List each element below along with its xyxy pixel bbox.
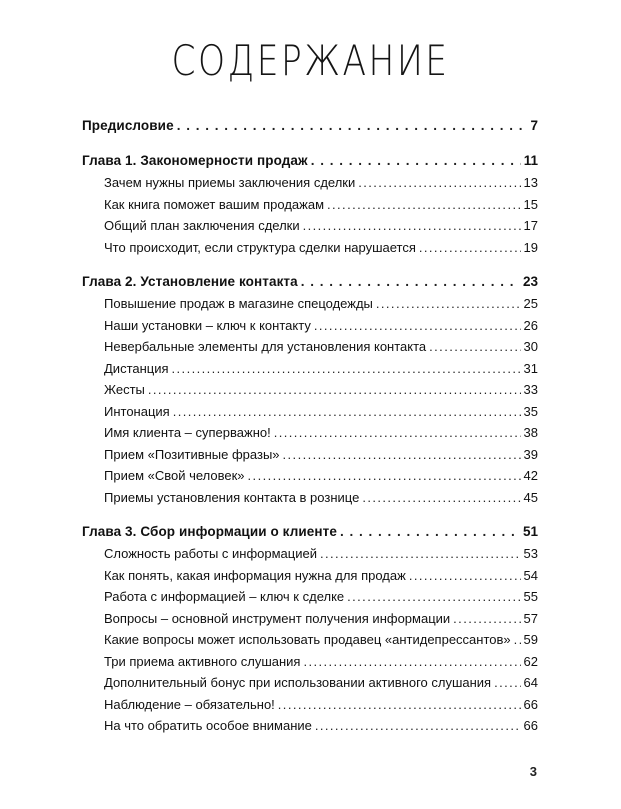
- toc-section-entry: [82, 422, 538, 444]
- toc-dot-leader: [514, 629, 521, 651]
- toc-entry-label: Глава 3. Сбор информации о клиенте: [82, 524, 337, 539]
- toc-entry-label: Глава 1. Закономерности продаж: [82, 153, 308, 168]
- toc-entry-label: Глава 2. Установление контакта: [82, 274, 298, 289]
- toc-entry-page: 64: [523, 675, 538, 690]
- toc-entry-page: 17: [523, 218, 538, 233]
- toc-entry-label: Прием «Позитивные фразы»: [104, 446, 280, 462]
- toc-entry-page: 54: [523, 567, 538, 583]
- toc-dot-leader: [340, 520, 520, 543]
- toc-entry-page: 66: [523, 696, 538, 712]
- toc-entry-page: 35: [523, 403, 538, 419]
- toc-entry-label: Три приема активного слушания: [104, 653, 301, 669]
- toc-dot-leader: [327, 194, 521, 216]
- toc-dot-leader: [274, 422, 521, 444]
- toc-entry-page: 15: [523, 196, 538, 212]
- toc-entry-page: 31: [523, 360, 538, 376]
- toc-entry-page: 38: [523, 425, 538, 440]
- toc-entry-page: 30: [523, 339, 538, 354]
- toc-entry-label: Что происходит, если структура сделки нарушается: [104, 239, 416, 255]
- toc-dot-leader: [315, 715, 521, 737]
- toc-section-entry: [82, 358, 538, 380]
- toc-dot-leader: [148, 379, 521, 401]
- toc-dot-leader: [376, 293, 521, 315]
- toc-dot-leader: [409, 565, 521, 587]
- toc-entry-label: Имя клиента – суперважно!: [104, 425, 271, 440]
- toc-dot-leader: [429, 336, 520, 358]
- toc-section-entry: [82, 315, 538, 337]
- toc-entry-label: Интонация: [104, 403, 170, 419]
- toc-dot-leader: [283, 444, 521, 466]
- toc-dot-leader: [248, 465, 521, 487]
- toc-entry-page: 62: [523, 653, 538, 669]
- toc-section-entry: [82, 651, 538, 673]
- toc-entry-label: Сложность работы с информацией: [104, 546, 317, 561]
- toc-section-entry: [82, 401, 538, 423]
- toc-section-entry: [82, 694, 538, 716]
- toc-section-entry: [82, 465, 538, 487]
- toc-entry-label: Предисловие: [82, 118, 174, 133]
- toc-entry-label: Дистанция: [104, 360, 169, 376]
- toc-entry-page: 51: [522, 524, 538, 539]
- toc-entry-page: 33: [523, 382, 538, 397]
- toc-chapter-entry: [82, 270, 538, 293]
- toc-dot-leader: [314, 315, 521, 337]
- toc-entry-label: Приемы установления контакта в рознице: [104, 489, 360, 505]
- toc-entry-label: Зачем нужны приемы заключения сделки: [104, 175, 356, 190]
- toc-entry-page: 19: [523, 239, 538, 255]
- toc-entry-page: 45: [523, 489, 538, 505]
- toc-dot-leader: [419, 237, 521, 259]
- toc-entry-label: Как книга поможет вашим продажам: [104, 196, 325, 212]
- page-number: 3: [529, 764, 537, 779]
- toc-chapter-entry: [82, 149, 538, 172]
- toc-dot-leader: [311, 149, 521, 172]
- toc-dot-leader: [320, 543, 521, 565]
- page-title: СОДЕРЖАНИЕ: [171, 36, 450, 85]
- toc-entry-page: 53: [523, 546, 538, 561]
- toc-dot-leader: [358, 172, 520, 194]
- toc-dot-leader: [347, 586, 520, 608]
- toc-dot-leader: [303, 651, 520, 673]
- toc-entry-label: Вопросы – основной инструмент получения информации: [104, 610, 451, 626]
- toc-chapter-entry: [82, 114, 538, 137]
- toc-entry-page: 7: [530, 118, 538, 133]
- toc-dot-leader: [301, 270, 520, 293]
- toc-entry-page: 26: [523, 317, 538, 333]
- toc-section-entry: [82, 715, 538, 737]
- toc-dot-leader: [303, 215, 521, 237]
- toc-entry-page: 39: [523, 446, 538, 462]
- toc-dot-leader: [278, 694, 521, 716]
- toc-section-entry: [82, 608, 538, 630]
- toc-section-entry: [82, 586, 538, 608]
- toc-entry-label: Какие вопросы может использовать продавец «антидепрессантов»: [104, 632, 511, 647]
- toc-entry-label: Как понять, какая информация нужна для продаж: [104, 567, 406, 583]
- toc-dot-leader: [173, 401, 521, 423]
- toc-entry-label: Невербальные элементы для установления контакта: [104, 339, 427, 354]
- toc-section-entry: [82, 237, 538, 259]
- toc-entry-page: 66: [523, 718, 538, 733]
- toc-section-entry: [82, 629, 538, 651]
- toc-section-entry: [82, 194, 538, 216]
- toc-entry-label: Общий план заключения сделки: [104, 218, 300, 233]
- toc-entry-label: На что обратить особое внимание: [104, 718, 312, 733]
- table-of-contents: [82, 112, 538, 737]
- toc-entry-label: Повышение продаж в магазине спецодежды: [104, 296, 373, 311]
- toc-entry-label: Наши установки – ключ к контакту: [104, 317, 311, 333]
- toc-dot-leader: [172, 358, 521, 380]
- toc-entry-page: 25: [523, 296, 538, 311]
- toc-entry-label: Жесты: [104, 382, 145, 397]
- toc-entry-page: 42: [523, 468, 538, 483]
- toc-entry-page: 57: [523, 610, 538, 626]
- toc-section-entry: [82, 672, 538, 694]
- toc-section-entry: [82, 172, 538, 194]
- toc-entry-label: Прием «Свой человек»: [104, 468, 245, 483]
- toc-dot-leader: [177, 114, 528, 137]
- toc-chapter-entry: [82, 520, 538, 543]
- toc-section-entry: [82, 565, 538, 587]
- toc-entry-page: 11: [523, 153, 538, 168]
- toc-dot-leader: [362, 487, 520, 509]
- toc-entry-label: Дополнительный бонус при использовании активного слушания: [104, 675, 492, 690]
- toc-entry-page: 13: [523, 175, 538, 190]
- toc-entry-label: Работа с информацией – ключ к сделке: [104, 589, 345, 604]
- toc-entry-page: 59: [523, 632, 538, 647]
- toc-section-entry: [82, 543, 538, 565]
- toc-dot-leader: [453, 608, 520, 630]
- toc-section-entry: [82, 444, 538, 466]
- toc-section-entry: [82, 487, 538, 509]
- toc-dot-leader: [494, 672, 520, 694]
- toc-entry-page: 23: [522, 274, 538, 289]
- toc-section-entry: [82, 215, 538, 237]
- toc-entry-page: 55: [523, 589, 538, 604]
- toc-section-entry: [82, 293, 538, 315]
- toc-entry-label: Наблюдение – обязательно!: [104, 696, 275, 712]
- toc-section-entry: [82, 379, 538, 401]
- toc-section-entry: [82, 336, 538, 358]
